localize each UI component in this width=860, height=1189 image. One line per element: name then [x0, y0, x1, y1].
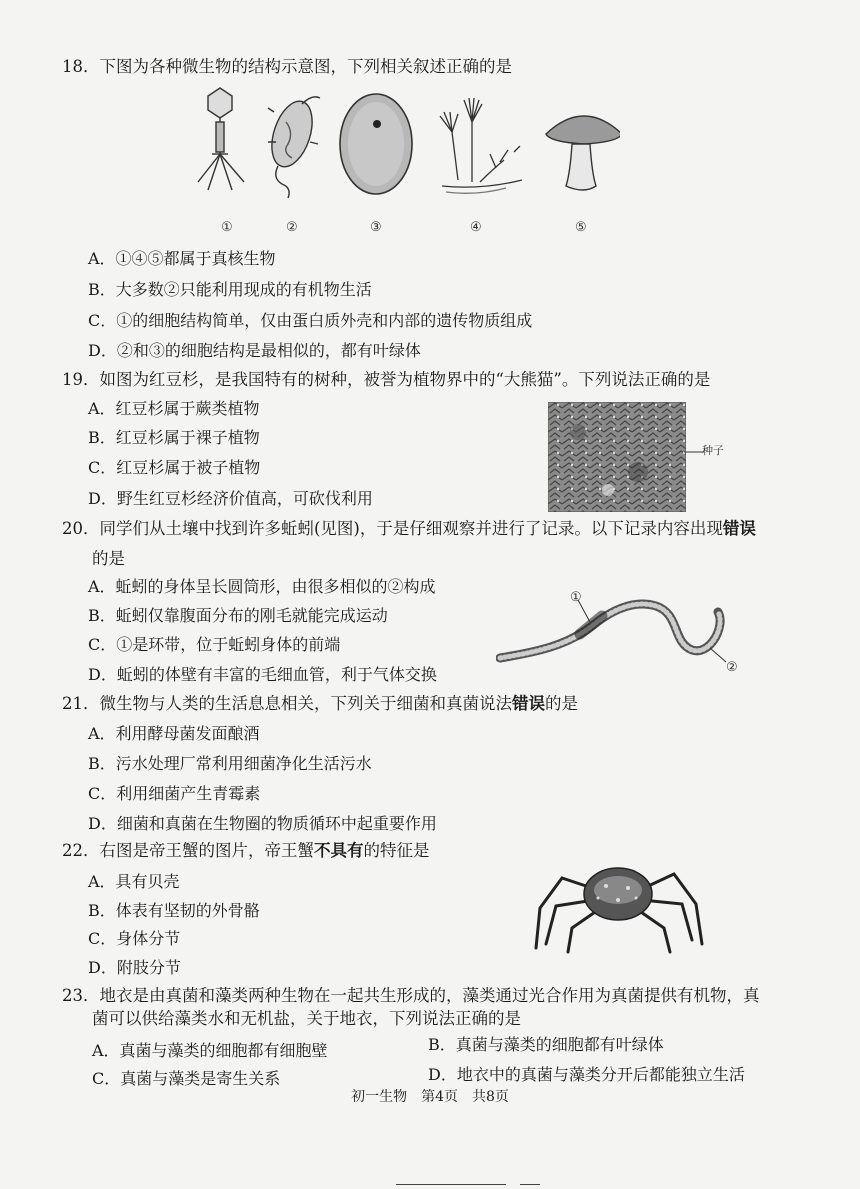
bacterium-icon [264, 96, 320, 198]
earthworm-label-1: ① [570, 590, 582, 605]
q23-option-a: A．真菌与藻类的细胞都有细胞壁 [92, 1041, 328, 1060]
mushroom-icon [546, 116, 620, 190]
q18-microbe-figure [180, 82, 620, 242]
q23-option-d: D．地衣中的真菌与藻类分开后都能独立生活 [428, 1065, 745, 1084]
q21-stem [62, 693, 578, 715]
q20-option-c: C．①是环带，位于蚯蚓身体的前端 [88, 635, 341, 654]
q20-option-a: A．蚯蚓的身体呈长圆筒形，由很多相似的②构成 [88, 577, 436, 596]
q23-stem-line2: 菌可以供给藻类水和无机盐，关于地衣，下列说法正确的是 [92, 1009, 521, 1028]
q20-stem [62, 518, 756, 540]
q21-option-a: A．利用酵母菌发面酿酒 [88, 724, 260, 743]
q21-stem-part1: 21．微生物与人类的生活息息相关，下列关于细菌和真菌说法 [62, 694, 512, 713]
q21-option-c: C．利用细菌产生青霉素 [88, 784, 261, 803]
q22-stem-emphasis: 不具有 [314, 841, 364, 860]
q20-option-b: B．蚯蚓仅靠腹面分布的刚毛就能完成运动 [88, 606, 388, 625]
q22-option-b: B．体表有坚韧的外骨骼 [88, 901, 260, 920]
q22-option-d: D．附肢分节 [88, 958, 181, 977]
q18-label-2: ② [286, 220, 298, 235]
q19-option-c: C．红豆杉属于被子植物 [88, 458, 261, 477]
q23-stem-line1: 23．地衣是由真菌和藻类两种生物在一起共生形成的，藻类通过光合作用为真菌提供有机物，真 [62, 986, 760, 1005]
earthworm-label-2: ② [726, 660, 738, 675]
q22-option-a: A．具有贝壳 [88, 872, 180, 891]
bottom-rule-short [520, 1184, 540, 1185]
q22-stem-part1: 22．右图是帝王蟹的图片，帝王蟹 [62, 841, 314, 860]
yew-seed-pointer [684, 448, 704, 456]
q18-label-1: ① [221, 220, 233, 235]
q22-stem-part2: 的特征是 [363, 841, 430, 860]
q18-option-b: B．大多数②只能利用现成的有机物生活 [88, 280, 372, 299]
q19-option-d: D．野生红豆杉经济价值高，可砍伐利用 [88, 489, 373, 508]
q18-label-4: ④ [470, 220, 482, 235]
q18-option-d: D．②和③的细胞结构是最相似的，都有叶绿体 [88, 341, 421, 360]
q19-stem: 19．如图为红豆杉，是我国特有的树种，被誉为植物界中的“大熊猫”。下列说法正确的是 [62, 370, 711, 389]
page-footer: 初一生物 第4页 共8页 [351, 1089, 509, 1105]
q19-option-b: B．红豆杉属于裸子植物 [88, 428, 260, 447]
q18-label-5: ⑤ [575, 220, 587, 235]
earthworm-figure [496, 586, 748, 678]
yew-tree-photo [548, 402, 686, 512]
q22-stem [62, 840, 430, 862]
q18-option-a: A．①④⑤都属于真核生物 [88, 249, 276, 268]
q19-option-a: A．红豆杉属于蕨类植物 [88, 399, 260, 418]
q20-stem-cont: 的是 [92, 549, 125, 568]
bacteriophage-icon [198, 88, 244, 190]
q21-option-b: B．污水处理厂常利用细菌净化生活污水 [88, 754, 372, 773]
bottom-rule [396, 1184, 506, 1185]
q23-option-b: B．真菌与藻类的细胞都有叶绿体 [428, 1035, 664, 1054]
q18-label-3: ③ [370, 220, 382, 235]
q21-option-d: D．细菌和真菌在生物圈的物质循环中起重要作用 [88, 814, 437, 833]
king-crab-figure [532, 848, 708, 958]
q21-stem-part2: 的是 [545, 694, 578, 713]
mold-icon [440, 98, 522, 193]
yew-seed-label: 种子 [702, 444, 724, 457]
q18-option-c: C．①的细胞结构简单，仅由蛋白质外壳和内部的遗传物质组成 [88, 311, 533, 330]
q18-stem: 18．下图为各种微生物的结构示意图，下列相关叙述正确的是 [62, 57, 512, 76]
q23-option-c: C．真菌与藻类是寄生关系 [92, 1069, 281, 1088]
yeast-cell-icon [340, 94, 412, 194]
q20-option-d: D．蚯蚓的体壁有丰富的毛细血管，利于气体交换 [88, 665, 437, 684]
q20-stem-part1: 20．同学们从土壤中找到许多蚯蚓(见图)，于是仔细观察并进行了记录。以下记录内容出现 [62, 519, 723, 538]
q20-stem-emphasis: 错误 [722, 519, 756, 538]
q22-option-c: C．身体分节 [88, 929, 181, 948]
q21-stem-emphasis: 错误 [512, 694, 545, 713]
